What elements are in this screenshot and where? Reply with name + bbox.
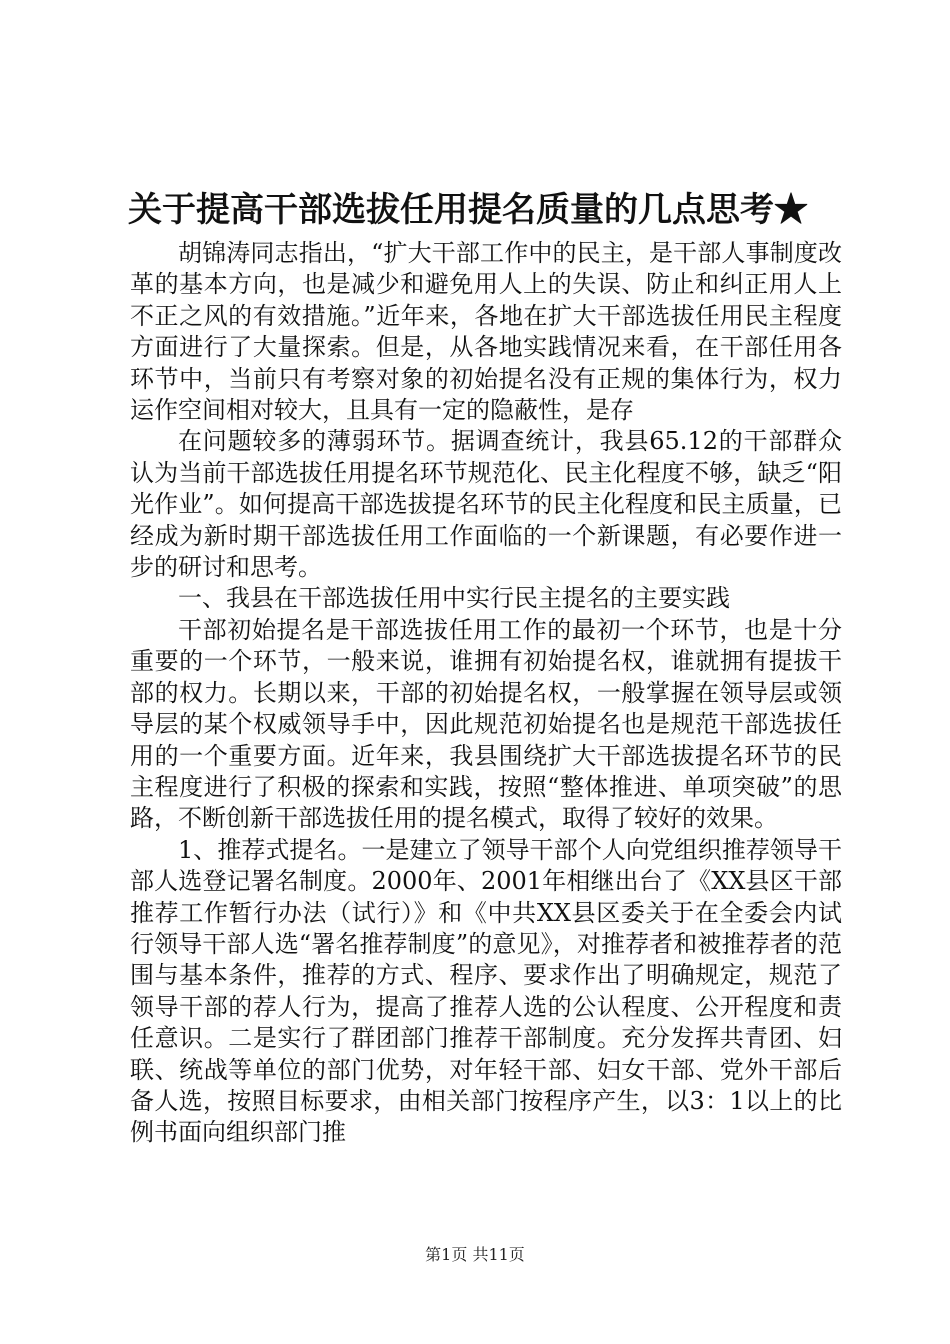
document-body [130,238,842,1149]
paragraph: 干部初始提名是干部选拔任用工作的最初一个环节，也是十分重要的一个环节，一般来说，谁拥有初始提名权，谁就拥有提拔干部的权力。长期以来，干部的初始提名权，一般掌握在领导层或领导层的某个权威领导手中，因此规范初始提名也是规范干部选拔任用的一个重要方面。近年来，我县围绕扩大干部选拔提名环节的民主程度进行了积极的探索和实践，按照“整体推进、单项突破”的思路，不断创新干部选拔任用的提名模式，取得了较好的效果。 [130,615,842,833]
document-title: 关于提高干部选拔任用提名质量的几点思考★ [128,190,808,230]
paragraph: 胡锦涛同志指出，“扩大干部工作中的民主，是干部人事制度改革的基本方向，也是减少和避免用人上的失误、防止和纠正用人上不正之风的有效措施。”近年来，各地在扩大干部选拔任用民主程度方面进行了大量探索。但是，从各地实践情况来看，在干部任用各环节中，当前只有考察对象的初始提名没有正规的集体行为，权力运作空间相对较大，且具有一定的隐蔽性，是存 [130,239,842,425]
paragraph: 在问题较多的薄弱环节。据调查统计，我县65.12的干部群众认为当前干部选拔任用提名环节规范化、民主化程度不够，缺乏“阳光作业”。如何提高干部选拔提名环节的民主化程度和民主质量，已经成为新时期干部选拔任用工作面临的一个新课题，有必要作进一步的研讨和思考。 [130,427,842,582]
page-footer: 第1页 共11页 [425,1245,525,1264]
section-heading: 一、我县在干部选拔任用中实行民主提名的主要实践 [178,584,730,613]
paragraph: 1、推荐式提名。一是建立了领导干部个人向党组织推荐领导干部人选登记署名制度。2000年、2001年相继出台了《XX县区干部推荐工作暂行办法（试行）》和《中共XX县区委关于在全委会内试行领导干部人选“署名推荐制度”的意见》，对推荐者和被推荐者的范围与基本条件，推荐的方式、程序、要求作出了明确规定，规范了领导干部的荐人行为，提高了推荐人选的公认程度、公开程度和责任意识。二是实行了群团部门推荐干部制度。充分发挥共青团、妇联、统战等单位的部门优势，对年轻干部、妇女干部、党外干部后备人选，按照目标要求，由相关部门按程序产生，以3：1以上的比例书面向组织部门推 [130,835,842,1147]
